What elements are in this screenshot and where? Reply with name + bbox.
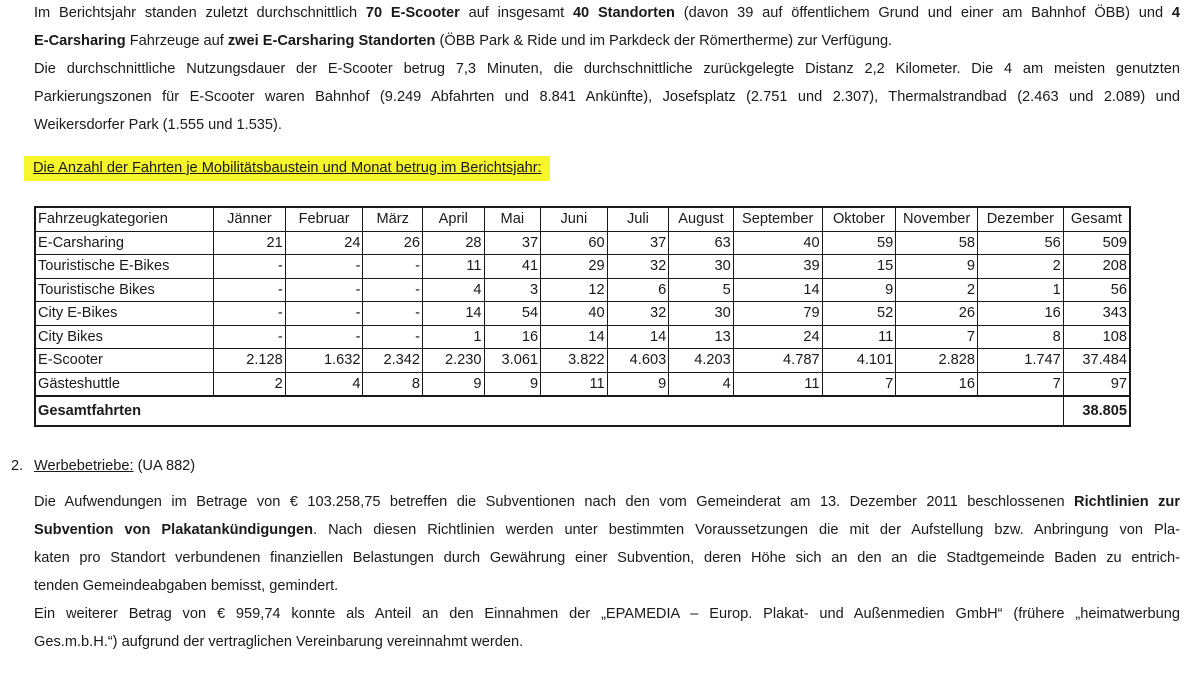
row-category: City Bikes xyxy=(35,325,214,349)
row-value: 343 xyxy=(1063,302,1130,326)
row-category: E-Carsharing xyxy=(35,231,214,255)
intro-line-1: Im Berichtsjahr standen zuletzt durchschnittlich 70 E-Scooter auf insgesamt 40 Standorten (davon 39 auf öffentlichem Grund und einer am Bahnhof ÖBB) und 4 xyxy=(34,5,1181,21)
row-value: 37.484 xyxy=(1063,349,1130,373)
table-row xyxy=(35,302,1130,326)
row-value: - xyxy=(363,255,423,279)
row-value: 14 xyxy=(541,325,608,349)
table-row xyxy=(35,325,1130,349)
row-value: - xyxy=(214,325,286,349)
row-value: 58 xyxy=(896,231,978,255)
header-cell: Fahrzeugkategorien xyxy=(35,207,214,231)
row-value: - xyxy=(214,302,286,326)
row-value: 30 xyxy=(669,255,734,279)
row-value: 9 xyxy=(822,278,896,302)
row-value: 4 xyxy=(423,278,485,302)
row-value: 14 xyxy=(733,278,822,302)
row-value: 15 xyxy=(822,255,896,279)
row-value: 14 xyxy=(607,325,669,349)
row-value: 4.101 xyxy=(822,349,896,373)
header-cell: Oktober xyxy=(822,207,896,231)
row-value: - xyxy=(363,302,423,326)
row-value: 24 xyxy=(733,325,822,349)
table-row xyxy=(35,231,1130,255)
intro-line-3: Die durchschnittliche Nutzungsdauer der E-Scooter betrug 7,3 Minuten, die durchschnittliche zurückgelegte Distanz 2,2 Kilometer. Die 4 am meisten genutzten xyxy=(34,61,1180,77)
row-value: 54 xyxy=(484,302,541,326)
row-value: 37 xyxy=(607,231,669,255)
row-value: 16 xyxy=(977,302,1063,326)
row-value: 12 xyxy=(541,278,608,302)
row-value: 56 xyxy=(1063,278,1130,302)
row-value: 3 xyxy=(484,278,541,302)
row-value: 59 xyxy=(822,231,896,255)
row-value: 2.342 xyxy=(363,349,423,373)
row-value: 4.787 xyxy=(733,349,822,373)
row-value: 16 xyxy=(484,325,541,349)
row-value: 7 xyxy=(977,372,1063,396)
row-value: 24 xyxy=(285,231,363,255)
werbe-line-1: Die Aufwendungen im Betrage von € 103.258,75 betreffen die Subventionen nach den vom Gemeinderat am 13. Dezember 2011 beschlossenen Richtlinien zur xyxy=(34,494,1180,510)
row-value: 79 xyxy=(733,302,822,326)
table-total-row xyxy=(35,396,1130,426)
row-category: Touristische Bikes xyxy=(35,278,214,302)
row-value: 9 xyxy=(607,372,669,396)
row-value: 52 xyxy=(822,302,896,326)
werbe-line-4: tenden Gemeindeabgaben bemisst, gemindert. xyxy=(34,578,339,594)
row-value: 14 xyxy=(423,302,485,326)
intro-line-4: Parkierungszonen für E-Scooter waren Bahnhof (9.249 Abfahrten und 8.841 Ankünfte), Josefsplatz (2.751 und 2.307), Thermalstrandbad (2.463 und 2.089) und xyxy=(34,89,1180,105)
row-value: 29 xyxy=(541,255,608,279)
row-value: 32 xyxy=(607,255,669,279)
intro-paragraph xyxy=(34,0,1180,139)
section-number: 2. xyxy=(11,458,24,474)
highlighted-heading: Die Anzahl der Fahrten je Mobilitätsbaustein und Monat betrug im Berichtsjahr: xyxy=(24,156,550,181)
row-value: 1 xyxy=(423,325,485,349)
row-value: 60 xyxy=(541,231,608,255)
row-value: 7 xyxy=(822,372,896,396)
row-category: Touristische E-Bikes xyxy=(35,255,214,279)
header-cell: März xyxy=(363,207,423,231)
row-value: 11 xyxy=(423,255,485,279)
header-cell: Juni xyxy=(541,207,608,231)
row-value: 16 xyxy=(896,372,978,396)
total-spacer xyxy=(285,396,1063,426)
row-value: 4 xyxy=(669,372,734,396)
header-cell: September xyxy=(733,207,822,231)
row-value: 28 xyxy=(423,231,485,255)
table-row xyxy=(35,278,1130,302)
row-value: - xyxy=(214,278,286,302)
row-value: 2.828 xyxy=(896,349,978,373)
row-value: 8 xyxy=(977,325,1063,349)
row-value: 40 xyxy=(541,302,608,326)
row-value: 41 xyxy=(484,255,541,279)
row-value: - xyxy=(285,278,363,302)
row-value: 11 xyxy=(733,372,822,396)
row-value: 4.203 xyxy=(669,349,734,373)
header-cell: August xyxy=(669,207,734,231)
werbe-line-6: Ges.m.b.H.“) aufgrund der vertraglichen Vereinbarung vereinnahmt werden. xyxy=(34,634,524,650)
row-value: 26 xyxy=(896,302,978,326)
row-value: 30 xyxy=(669,302,734,326)
table-row xyxy=(35,349,1130,373)
intro-line-2: E-Carsharing Fahrzeuge auf zwei E-Carsharing Standorten (ÖBB Park & Ride und im Parkdeck der Römertherme) zur Verfügung. xyxy=(34,33,893,49)
row-value: 4.603 xyxy=(607,349,669,373)
row-value: 3.061 xyxy=(484,349,541,373)
section-heading xyxy=(11,455,195,477)
row-value: - xyxy=(285,255,363,279)
row-value: 39 xyxy=(733,255,822,279)
row-value: 56 xyxy=(977,231,1063,255)
row-value: 37 xyxy=(484,231,541,255)
header-cell: April xyxy=(423,207,485,231)
row-value: 9 xyxy=(896,255,978,279)
row-value: 32 xyxy=(607,302,669,326)
row-value: 9 xyxy=(423,372,485,396)
row-value: 2 xyxy=(977,255,1063,279)
row-value: - xyxy=(363,325,423,349)
werbe-paragraph xyxy=(34,488,1180,656)
row-value: 13 xyxy=(669,325,734,349)
werbe-line-2: Subvention von Plakatankündigungen. Nach diesen Richtlinien werden unter bestimmten Voraussetzungen die mit der Aufstellung bzw. Anbringung von Pla- xyxy=(34,522,1180,538)
section-title: Werbebetriebe: xyxy=(34,458,134,474)
row-value: 40 xyxy=(733,231,822,255)
werbe-line-5: Ein weiterer Betrag von € 959,74 konnte als Anteil an den Einnahmen der „EPAMEDIA – Europ. Plakat- und Außenmedien GmbH“ (frühere „heimatwerbung xyxy=(34,606,1180,622)
table-body xyxy=(35,231,1130,396)
row-value: 4 xyxy=(285,372,363,396)
row-value: 21 xyxy=(214,231,286,255)
row-value: 11 xyxy=(541,372,608,396)
total-value: 38.805 xyxy=(1063,396,1130,426)
table-header-row xyxy=(35,207,1130,231)
row-value: - xyxy=(285,325,363,349)
header-cell: Juli xyxy=(607,207,669,231)
row-value: 11 xyxy=(822,325,896,349)
header-cell: Jänner xyxy=(214,207,286,231)
row-value: 7 xyxy=(896,325,978,349)
row-category: E-Scooter xyxy=(35,349,214,373)
row-value: 1 xyxy=(977,278,1063,302)
row-value: 8 xyxy=(363,372,423,396)
row-value: 97 xyxy=(1063,372,1130,396)
row-value: - xyxy=(214,255,286,279)
row-value: 3.822 xyxy=(541,349,608,373)
row-value: - xyxy=(363,278,423,302)
header-cell: Gesamt xyxy=(1063,207,1130,231)
row-category: Gästeshuttle xyxy=(35,372,214,396)
row-value: 509 xyxy=(1063,231,1130,255)
header-cell: Dezember xyxy=(977,207,1063,231)
intro-line-5: Weikersdorfer Park (1.555 und 1.535). xyxy=(34,117,282,133)
row-value: 6 xyxy=(607,278,669,302)
werbe-line-3: katen pro Standort verbundenen finanziellen Belastungen durch Gewährung einer Subvention, deren Höhe sich an den an die Stadtgemeinde Baden zu entrich- xyxy=(34,550,1180,566)
table-row xyxy=(35,255,1130,279)
row-value: 26 xyxy=(363,231,423,255)
row-value: 2 xyxy=(896,278,978,302)
header-cell: Februar xyxy=(285,207,363,231)
total-label: Gesamtfahrten xyxy=(35,396,285,426)
header-cell: November xyxy=(896,207,978,231)
row-category: City E-Bikes xyxy=(35,302,214,326)
row-value: 2.230 xyxy=(423,349,485,373)
row-value: 208 xyxy=(1063,255,1130,279)
rides-table xyxy=(34,206,1131,427)
table-row xyxy=(35,372,1130,396)
row-value: 2.128 xyxy=(214,349,286,373)
row-value: 5 xyxy=(669,278,734,302)
row-value: - xyxy=(285,302,363,326)
row-value: 108 xyxy=(1063,325,1130,349)
row-value: 9 xyxy=(484,372,541,396)
row-value: 2 xyxy=(214,372,286,396)
row-value: 63 xyxy=(669,231,734,255)
header-cell: Mai xyxy=(484,207,541,231)
row-value: 1.747 xyxy=(977,349,1063,373)
row-value: 1.632 xyxy=(285,349,363,373)
section-ref: (UA 882) xyxy=(133,458,196,474)
